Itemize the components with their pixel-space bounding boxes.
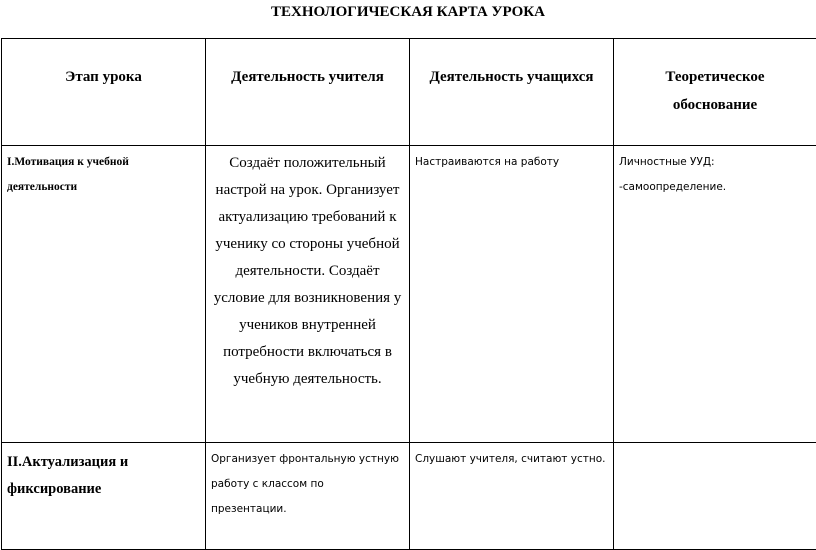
table-row: [2, 146, 816, 443]
header-stage-label: Этап урока: [2, 63, 205, 91]
stage-text: I.Мотивация к учебной деятельности: [7, 150, 157, 200]
teacher-activity-text: Организует фронтальную устную работу с классом по презентации.: [211, 447, 401, 522]
teacher-activity-text: Создаёт положительный настрой на урок. Организует актуализацию требований к ученику со стороны учебной деятельности. Создаёт условие для возникновения у учеников внутренней потребности включаться в учебную деятельность.: [212, 150, 403, 393]
header-cell-theory: [614, 39, 816, 146]
stage-cell: [2, 146, 206, 443]
theory-line-2: -самоопределение.: [619, 175, 812, 200]
table-row: [2, 443, 816, 550]
students-activity-cell: [410, 443, 614, 550]
header-cell-teacher: [206, 39, 410, 146]
teacher-activity-cell: [206, 146, 410, 443]
header-cell-students: [410, 39, 614, 146]
students-activity-cell: [410, 146, 614, 443]
students-activity-text: Слушают учителя, считают устно.: [415, 447, 609, 472]
header-theory-label: Теоретическое обоснование: [614, 63, 816, 119]
theory-cell: [614, 443, 816, 550]
header-teacher-label: Деятельность учителя: [206, 63, 409, 91]
header-cell-stage: [2, 39, 206, 146]
theory-cell: [614, 146, 816, 443]
teacher-activity-cell: [206, 443, 410, 550]
table-header-row: [2, 39, 816, 146]
theory-line-1: Личностные УУД:: [619, 150, 812, 175]
stage-text: II.Актуализация и фиксирование: [7, 449, 157, 503]
students-activity-text: Настраиваются на работу: [415, 150, 609, 175]
lesson-plan-table: [1, 38, 816, 550]
document-title: ТЕХНОЛОГИЧЕСКАЯ КАРТА УРОКА: [0, 2, 816, 22]
stage-cell: [2, 443, 206, 550]
header-students-label: Деятельность учащихся: [410, 63, 613, 91]
